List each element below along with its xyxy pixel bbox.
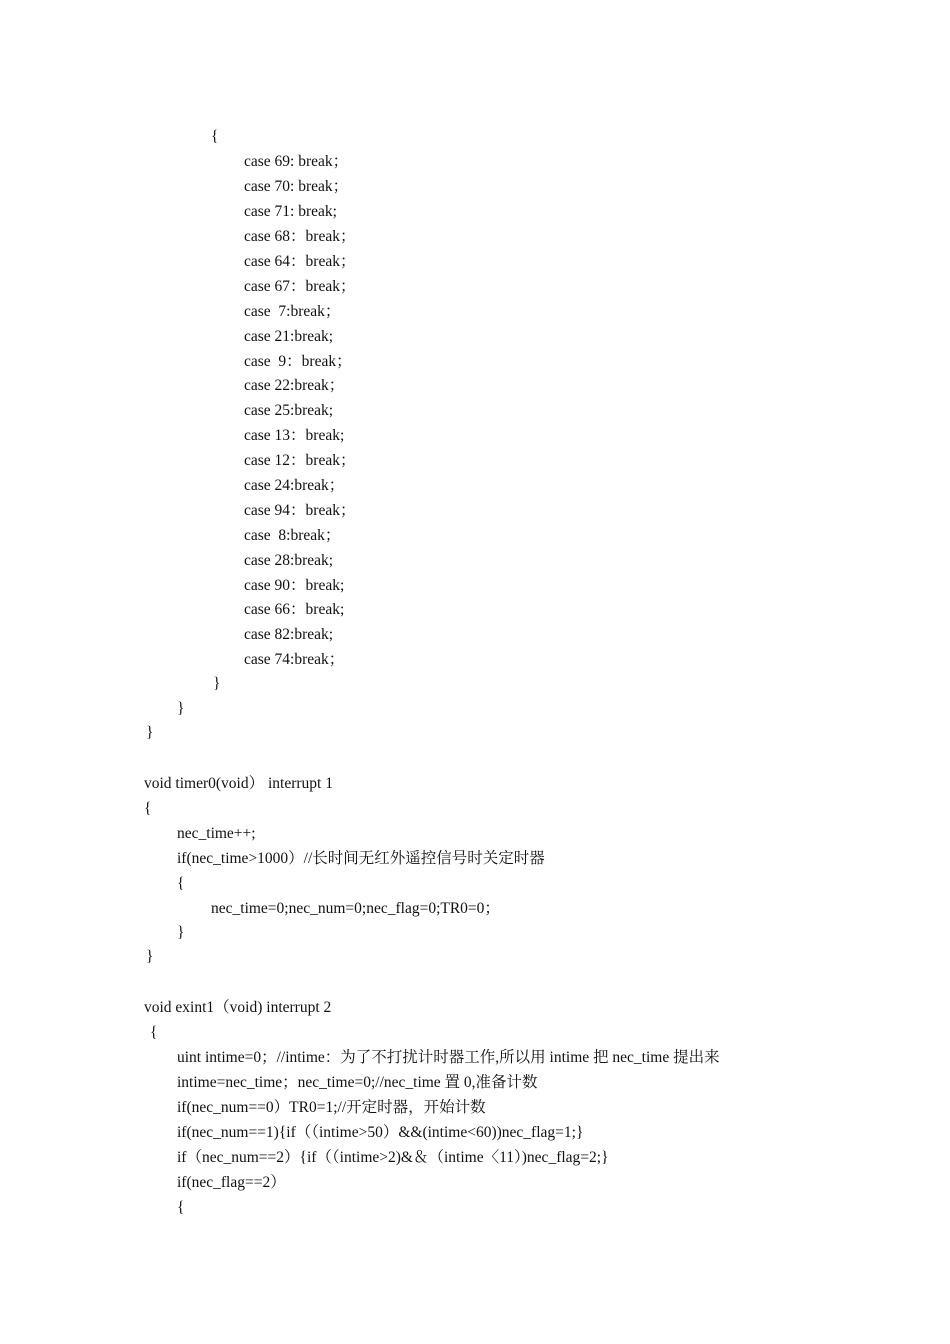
code-line: if(nec_time>1000）//长时间无红外遥控信号时关定时器 <box>177 850 545 867</box>
code-line: case 71: break; <box>244 203 337 220</box>
code-line: case 12：break； <box>244 452 356 469</box>
code-line: } <box>177 924 185 941</box>
code-line: void timer0(void） interrupt 1 <box>144 775 333 792</box>
code-line: case 64：break； <box>244 253 356 270</box>
code-line: if(nec_num==1){if（（intime>50）&&(intime<60))nec_flag=1;} <box>177 1124 584 1141</box>
code-line: case 94：break； <box>244 502 356 519</box>
code-line: case 82:break; <box>244 626 334 643</box>
code-line: } <box>177 700 185 717</box>
code-line: if(nec_flag==2） <box>177 1174 286 1191</box>
code-line: { <box>177 1199 185 1216</box>
code-line: case 7:break； <box>244 303 341 320</box>
code-line: case 25:break; <box>244 402 334 419</box>
code-line: case 28:break; <box>244 552 334 569</box>
code-line: { <box>150 1024 158 1041</box>
code-line: intime=nec_time；nec_time=0;//nec_time 置 0,准备计数 <box>177 1074 538 1091</box>
code-line: { <box>177 875 185 892</box>
code-line: case 22:break； <box>244 377 345 394</box>
code-line: if（nec_num==2）{if（（intime>2)&＆（intime〈11）)nec_flag=2;} <box>177 1149 609 1166</box>
code-line: case 66：break; <box>244 601 345 618</box>
code-line: case 90：break; <box>244 577 345 594</box>
code-line: } <box>213 675 221 692</box>
code-line: nec_time++; <box>177 825 256 842</box>
code-line: nec_time=0;nec_num=0;nec_flag=0;TR0=0； <box>211 900 500 917</box>
code-line: } <box>146 948 154 965</box>
code-line: case 68：break； <box>244 228 356 245</box>
code-line: case 69: break； <box>244 153 349 170</box>
code-line: uint intime=0；//intime：为了不打扰计时器工作,所以用 intime 把 nec_time 提出来 <box>177 1049 720 1066</box>
code-line: { <box>144 800 152 817</box>
code-line: case 67：break； <box>244 278 356 295</box>
code-line: } <box>146 724 154 741</box>
code-line: case 74:break； <box>244 651 345 668</box>
code-line: case 24:break； <box>244 477 345 494</box>
code-line: case 8:break； <box>244 527 341 544</box>
code-line: void exint1（void) interrupt 2 <box>144 999 332 1016</box>
code-line: case 70: break； <box>244 178 349 195</box>
code-line: case 21:break; <box>244 328 334 345</box>
code-line: { <box>211 128 219 145</box>
code-line: case 13：break; <box>244 427 345 444</box>
code-line: if(nec_num==0）TR0=1;//开定时器，开始计数 <box>177 1099 486 1116</box>
code-line: case 9：break； <box>244 353 352 370</box>
